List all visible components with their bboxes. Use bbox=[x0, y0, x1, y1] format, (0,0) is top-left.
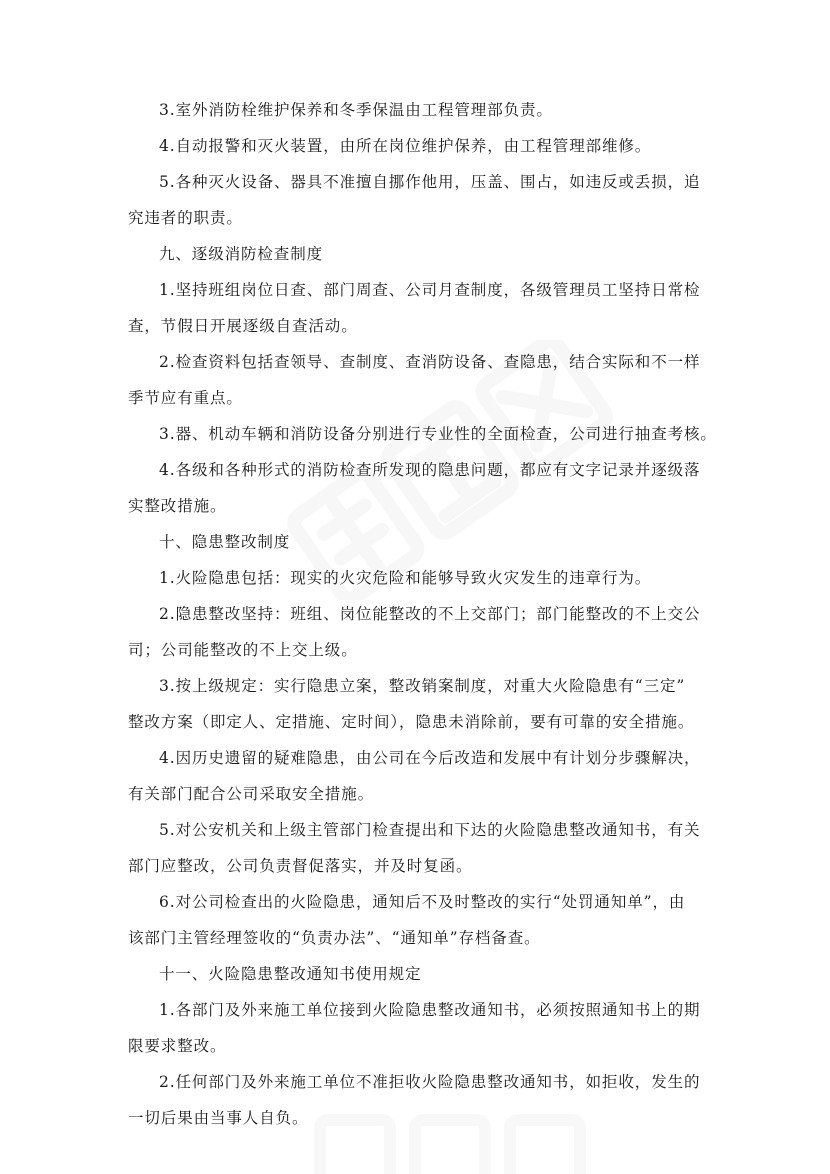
text-line: 究违者的职责。 bbox=[128, 209, 243, 227]
section-heading bbox=[128, 532, 712, 552]
text-line: 司；公司能整改的不上交上级。 bbox=[128, 641, 358, 659]
section-heading bbox=[128, 244, 712, 264]
text-line: 2.隐患整改坚持：班组、岗位能整改的不上交部门；部门能整改的不上交公 bbox=[159, 605, 701, 623]
text-line: 6.对公司检查出的火险隐患，通知后不及时整改的实行“处罚通知单”，由 bbox=[159, 893, 686, 911]
text-line: 有关部门配合公司采取安全措施。 bbox=[128, 785, 375, 803]
text-line: 整改方案（即定人、定措施、定时间），隐患未消除前，要有可靠的安全措施。 bbox=[128, 713, 695, 731]
text-line: 3.按上级规定：实行隐患立案，整改销案制度，对重大火险隐患有“三定” bbox=[159, 677, 686, 695]
section-heading bbox=[128, 964, 712, 984]
paragraph bbox=[128, 460, 712, 516]
text-line: 3.器、机动车辆和消防设备分别进行专业性的全面检查，公司进行抽查考核。 bbox=[159, 425, 717, 443]
paragraph bbox=[128, 352, 712, 408]
text-line: 2.任何部门及外来施工单位不准拒收火险隐患整改通知书，如拒收，发生的 bbox=[159, 1073, 701, 1091]
paragraph bbox=[128, 424, 717, 444]
paragraph bbox=[128, 100, 712, 120]
text-line: 部门应整改，公司负责督促落实，并及时复函。 bbox=[128, 857, 473, 875]
text-line: 查，节假日开展逐级自查活动。 bbox=[128, 317, 358, 335]
paragraph bbox=[128, 172, 712, 228]
text-line: 九、逐级消防检查制度 bbox=[159, 245, 324, 263]
paragraph bbox=[128, 820, 712, 876]
text-line: 5.对公安机关和上级主管部门检查提出和下达的火险隐患整改通知书，有关 bbox=[159, 821, 701, 839]
text-line: 一切后果由当事人自负。 bbox=[128, 1109, 309, 1127]
text-line: 4.各级和各种形式的消防检查所发现的隐患问题，都应有文字记录并逐级落 bbox=[159, 461, 701, 479]
paragraph bbox=[128, 604, 712, 660]
text-line: 限要求整改。 bbox=[128, 1037, 227, 1055]
text-line: 1.坚持班组岗位日查、部门周查、公司月查制度，各级管理员工坚持日常检 bbox=[159, 281, 701, 299]
paragraph bbox=[128, 136, 712, 156]
text-line: 1.各部门及外来施工单位接到火险隐患整改通知书，必须按照通知书上的期 bbox=[159, 1001, 701, 1019]
text-line: 季节应有重点。 bbox=[128, 389, 243, 407]
paragraph bbox=[128, 568, 712, 588]
paragraph bbox=[128, 748, 712, 804]
paragraph bbox=[128, 676, 712, 732]
text-line: 十一、火险隐患整改通知书使用规定 bbox=[159, 965, 422, 983]
text-line: 实整改措施。 bbox=[128, 497, 227, 515]
text-line: 2.检查资料包括查领导、查制度、查消防设备、查隐患，结合实际和不一样 bbox=[159, 353, 701, 371]
paragraph bbox=[128, 1072, 712, 1128]
text-line: 5.各种灭火设备、器具不准擅自挪作他用，压盖、围占，如违反或丢损，追 bbox=[159, 173, 701, 191]
text-line: 十、隐患整改制度 bbox=[159, 533, 291, 551]
text-line: 4.自动报警和灭火装置，由所在岗位维护保养，由工程管理部维修。 bbox=[159, 137, 652, 155]
text-line: 3.室外消防栓维护保养和冬季保温由工程管理部负责。 bbox=[159, 101, 553, 119]
paragraph bbox=[128, 1000, 712, 1056]
document-body bbox=[128, 100, 717, 1144]
text-line: 4.因历史遗留的疑难隐患，由公司在今后改造和发展中有计划分步骤解决， bbox=[159, 749, 701, 767]
text-line: 该部门主管经理签收的“负责办法”、“通知单”存档备查。 bbox=[128, 929, 541, 947]
text-line: 1.火险隐患包括：现实的火灾危险和能够导致火灾发生的违章行为。 bbox=[159, 569, 652, 587]
paragraph bbox=[128, 280, 712, 336]
paragraph bbox=[128, 892, 712, 948]
